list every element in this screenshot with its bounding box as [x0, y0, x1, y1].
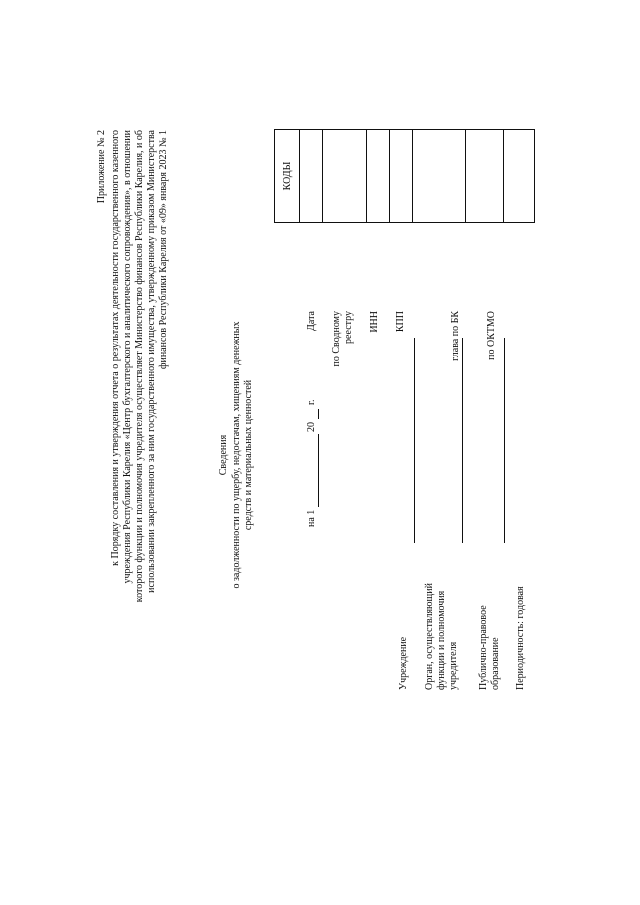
- header-line-5: финансов Республики Карелия от «09» января 2023 № 1: [158, 130, 169, 370]
- codes-table: [274, 129, 535, 223]
- date-prefix: на 1: [306, 509, 317, 527]
- entity-label-line-1: Публично-правовое: [478, 605, 489, 690]
- code-label-inn: ИНН: [369, 311, 380, 333]
- code-cell-periodicity[interactable]: [504, 130, 535, 223]
- founder-label-line-1: Орган, осуществляющий: [424, 583, 435, 690]
- code-label-kpp: КПП: [395, 311, 406, 333]
- code-label-oktmo: по ОКТМО: [486, 311, 497, 360]
- date-day-month-line: [318, 434, 319, 507]
- code-label-date: Дата: [306, 311, 317, 331]
- header-line-2: учреждения Республики Карелия «Центр бухгалтерского и аналитического сопровождения», в отношении: [122, 130, 133, 584]
- institution-fill-line[interactable]: [414, 338, 415, 543]
- date-suffix: г.: [306, 399, 317, 405]
- header-line-3: которого функции и полномочия учредителя осуществляет Министерство финансов Республики Карелия, и об: [134, 130, 145, 603]
- periodicity-label: Периодичность: годовая: [515, 586, 526, 690]
- code-label-registry-line-2: реестру: [343, 311, 354, 344]
- code-cell-oktmo[interactable]: [466, 130, 504, 223]
- code-label-bk: глава по БК: [450, 311, 461, 361]
- date-year-line: [318, 409, 319, 419]
- code-cell-inn[interactable]: [367, 130, 390, 223]
- form-subtitle-1: о задолженности по ущербу, недостачам, хищениям денежных: [231, 321, 242, 589]
- appendix-number: Приложение № 2: [96, 130, 107, 204]
- institution-label: Учреждение: [398, 636, 409, 690]
- header-line-4: использовании закрепленного за ним государственного имущества, утвержденному приказом Министерства: [146, 130, 157, 593]
- founder-fill-line[interactable]: [462, 338, 463, 543]
- header-line-1: к Порядку составления и утверждения отчета о результатах деятельности государственного казенного: [110, 130, 121, 566]
- code-cell-bk[interactable]: [413, 130, 466, 223]
- form-title: Сведения: [218, 434, 229, 476]
- code-cell-kpp[interactable]: [390, 130, 413, 223]
- code-cell-date[interactable]: [300, 130, 323, 223]
- form-subtitle-2: средств и материальных ценностей: [243, 379, 254, 531]
- founder-label-line-3: учредителя: [448, 641, 459, 690]
- code-label-registry-line-1: по Сводному: [331, 311, 342, 367]
- entity-fill-line[interactable]: [504, 338, 505, 543]
- codes-header: КОДЫ: [275, 130, 300, 223]
- code-cell-registry[interactable]: [323, 130, 367, 223]
- entity-label-line-2: образование: [490, 637, 501, 690]
- date-century: 20: [306, 422, 317, 432]
- founder-label-line-2: функции и полномочия: [436, 590, 447, 690]
